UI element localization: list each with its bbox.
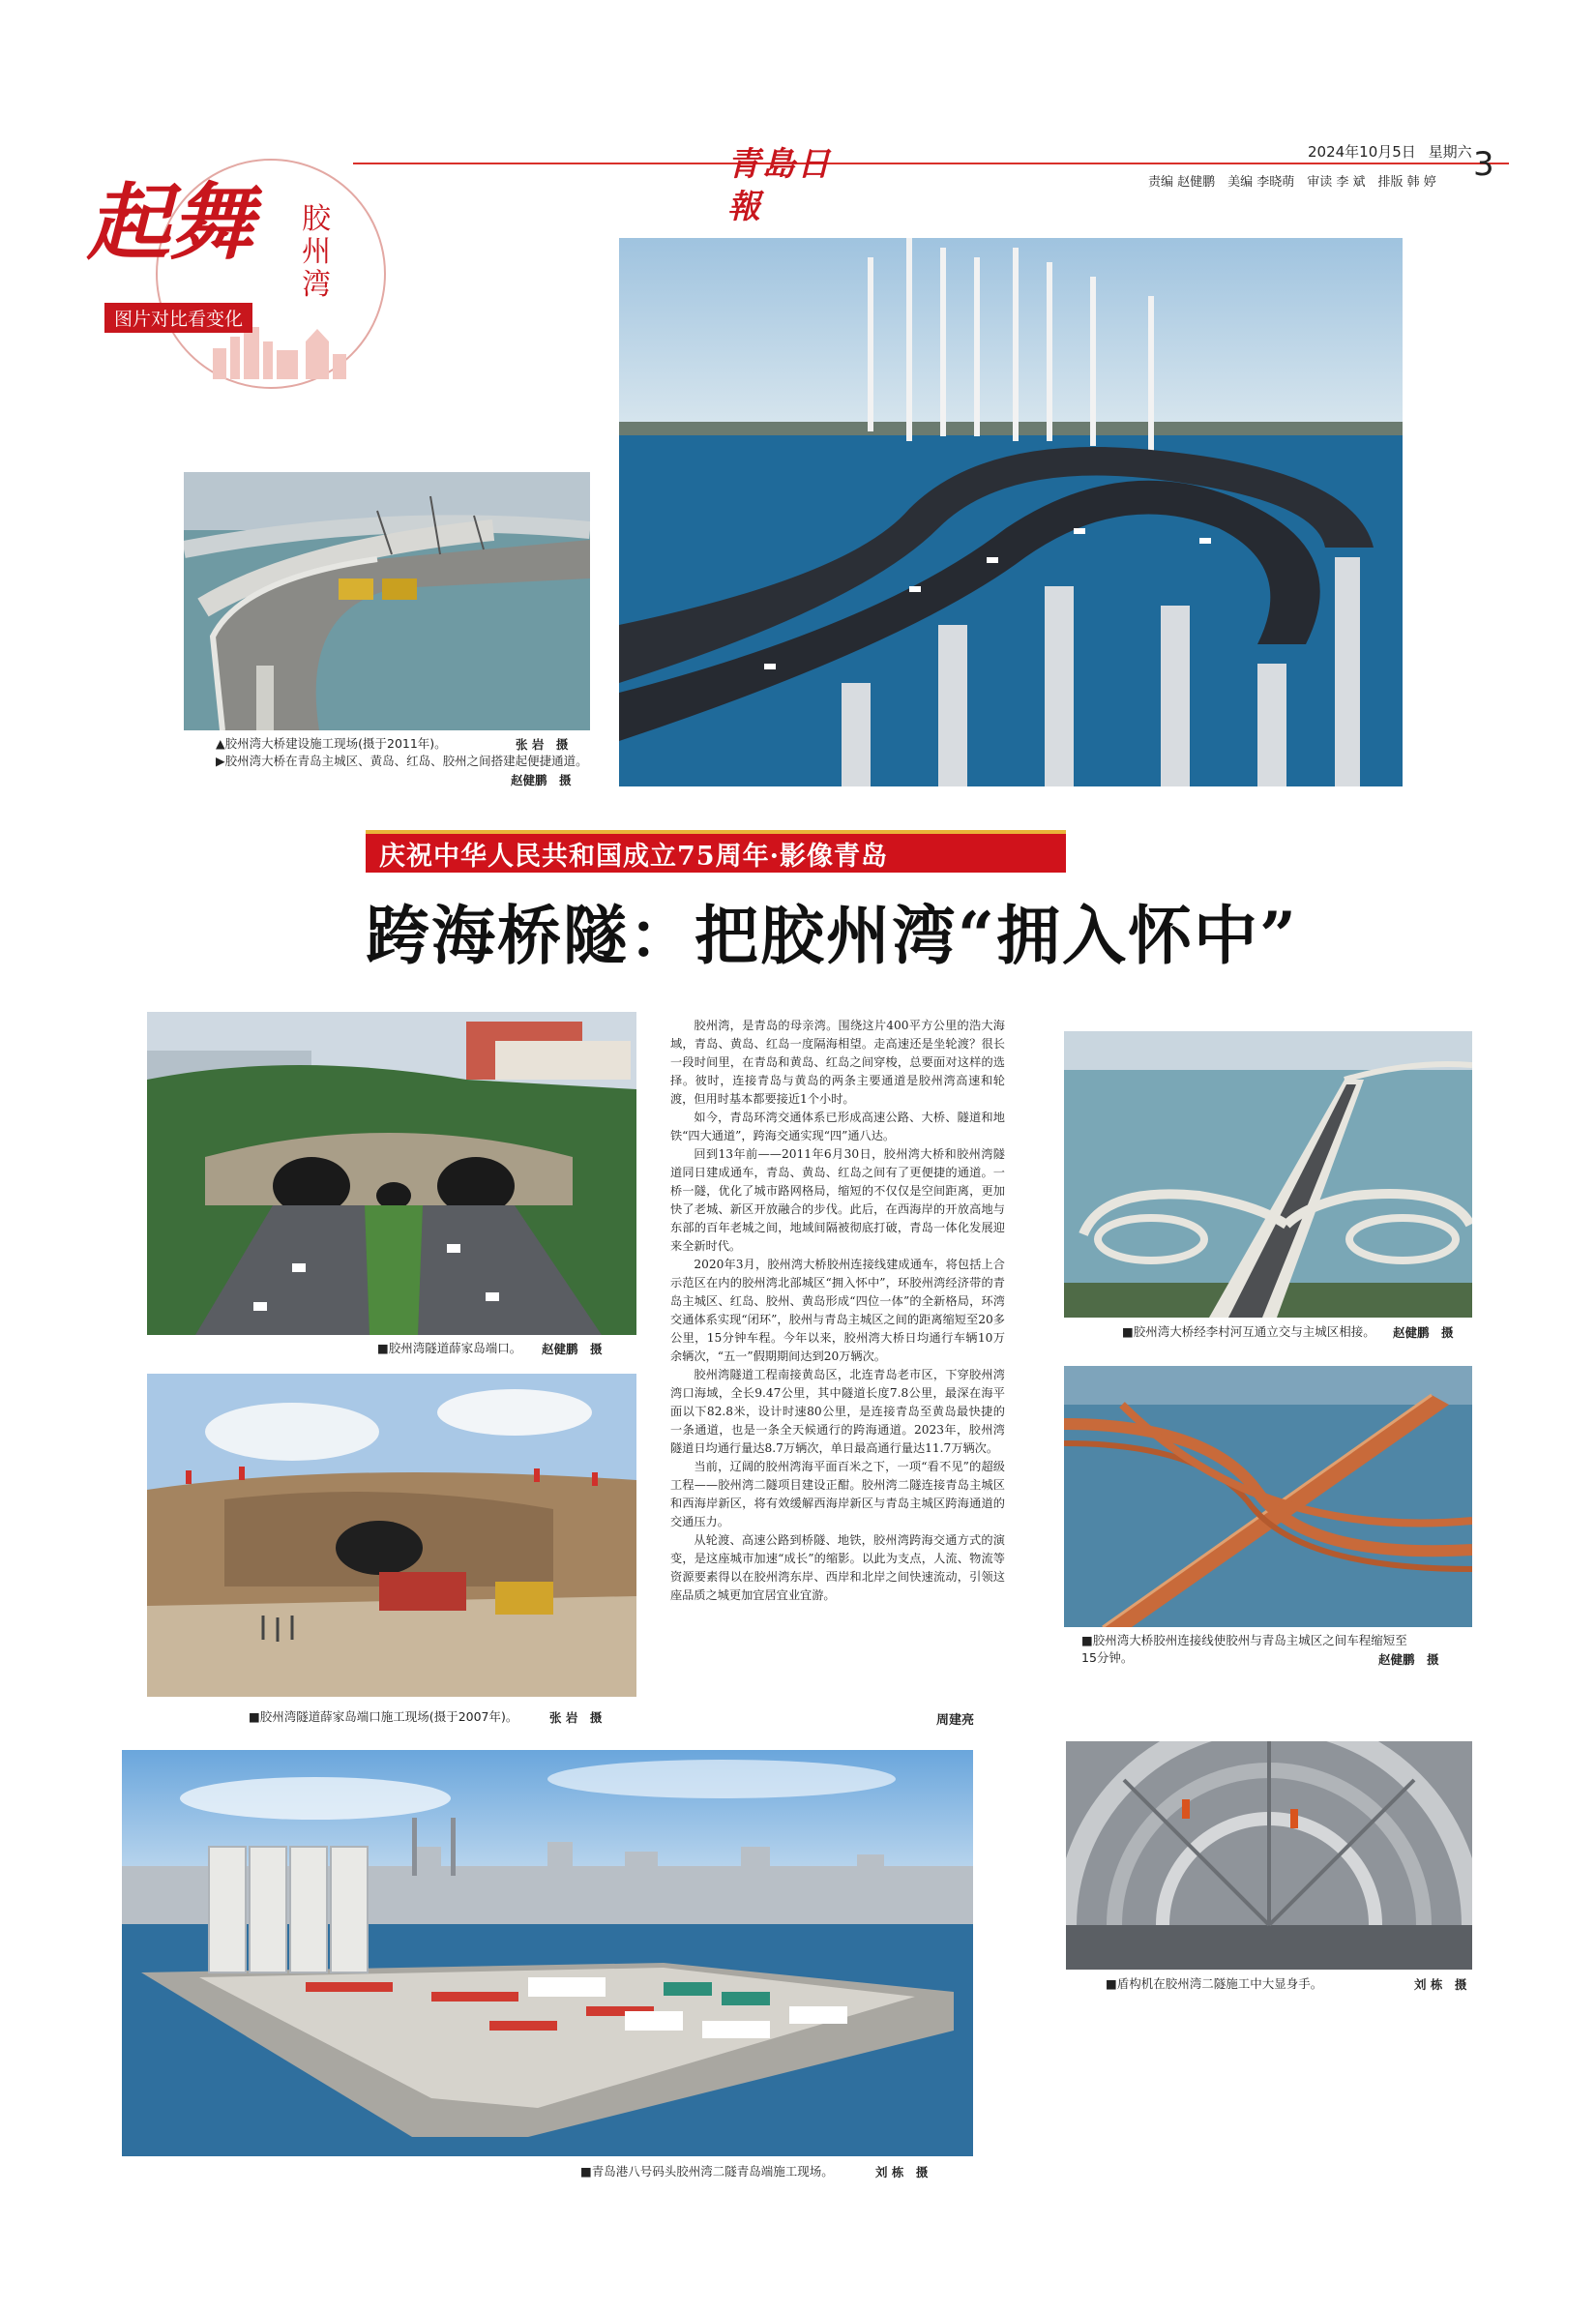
credit-shield-machine: 刘 栋 摄 <box>1414 1977 1467 1992</box>
article-paragraph: 2020年3月，胶州湾大桥胶州连接线建成通车，将包括上合示范区在内的胶州湾北部城区“拥入怀中”，环胶州湾经济带的青岛主城区、红岛、胶州、黄岛形成“四位一体”的全新格局，环湾交通体系实现“闭环”，胶州与青岛主城区之间的距离缩短至20多公里，15分钟车程。今年以来，胶州湾大桥日均通行车辆10万余辆次，“五一”假期期间达到20万辆次。 <box>670 1258 1005 1363</box>
article-paragraph: 如今，青岛环湾交通体系已形成高速公路、大桥、隧道和地铁“四大通道”，跨海交通实现“四”通八达。 <box>670 1111 1005 1142</box>
main-headline: 跨海桥隧：把胶州湾“拥入怀中” <box>366 898 1298 973</box>
article-paragraph: 当前，辽阔的胶州湾海平面百米之下，一项“看不见”的超级工程——胶州湾二隧项目建设正酣。胶州湾二隧连接青岛主城区和西海岸新区，将有效缓解西海岸新区与青岛主城区跨海通道的交通压力。 <box>670 1460 1005 1528</box>
date: 2024年10月5日 <box>1308 143 1416 161</box>
anniversary-banner <box>366 830 1066 873</box>
issue-date <box>1308 141 1472 162</box>
photo-bridge-aerial <box>619 238 1403 786</box>
credit-tunnel-construction: 张 岩 摄 <box>549 1710 603 1725</box>
credit-tunnel-portal: 赵健鹏 摄 <box>542 1342 603 1356</box>
article-paragraph: 胶州湾，是青岛的母亲湾。围绕这片400平方公里的浩大海域，青岛、黄岛、红岛一度隔海相望。走高速还是坐轮渡？很长一段时间里，在青岛和黄岛、红岛之间穿梭，总要面对这样的选择。彼时，连接青岛与黄岛的两条主要通道是胶州湾高速和轮渡，但用时基本都要接近1个小时。 <box>670 1019 1005 1106</box>
photo-port-construction <box>122 1750 973 2156</box>
banner-text: 庆祝中华人民共和国成立75周年·影像青岛 <box>379 842 888 872</box>
photo-bridge-construction <box>184 472 590 730</box>
credit-interchange: 赵健鹏 摄 <box>1393 1325 1454 1340</box>
caption-interchange: ■胶州湾大桥经李村河互通立交与主城区相接。 <box>1122 1324 1375 1339</box>
caption-connector-1: ■胶州湾大桥胶州连接线使胶州与青岛主城区之间车程缩短至 <box>1081 1633 1407 1647</box>
article-body <box>670 1017 1005 1605</box>
article-byline: 周建亮 <box>936 1713 975 1728</box>
article-paragraph: 从轮渡、高速公路到桥隧、地铁，胶州湾跨海交通方式的演变，是这座城市加速“成长”的缩影。以此为支点，人流、物流等资源要素得以在胶州湾东岸、西岸和北岸之间快速流动，引领这座品质之城更加宜居宜业宜游。 <box>670 1533 1005 1602</box>
caption-bridge-construction-1: ▲胶州湾大桥建设施工现场(摄于2011年)。 <box>216 736 447 751</box>
credit-port-construction: 刘 栋 摄 <box>875 2165 929 2180</box>
credit-connector: 赵健鹏 摄 <box>1378 1652 1439 1667</box>
photo-tunnel-portal <box>147 1012 636 1335</box>
section-title-side: 胶州湾 <box>302 202 331 302</box>
photo-tunnel-construction <box>147 1374 636 1697</box>
section-title-big: 起舞 <box>87 174 253 272</box>
staff-credits: 责编 赵健鹏 美编 李晓萌 审读 李 斌 排版 韩 婷 <box>1148 175 1436 190</box>
photo-interchange <box>1064 1031 1472 1318</box>
credit-bridge-construction-1: 张 岩 摄 <box>516 737 569 752</box>
caption-bridge-aerial: ▶胶州湾大桥在青岛主城区、黄岛、红岛、胶州之间搭建起便捷通道。 <box>216 754 588 768</box>
caption-connector-2: 15分钟。 <box>1081 1650 1134 1665</box>
section-tag: 图片对比看变化 <box>104 303 252 333</box>
caption-tunnel-portal: ■胶州湾隧道薛家岛端口。 <box>377 1341 522 1355</box>
article-paragraph: 回到13年前——2011年6月30日，胶州湾大桥和胶州湾隧道同日建成通车，青岛、黄岛、红岛之间有了更便捷的通道。一桥一隧，优化了城市路网格局，缩短的不仅仅是空间距离，更加快了老城、新区开放融合的步伐。此后，在西海岸的开放高地与东部的百年老城之间，地域间隔被彻底打破，青岛一体化发展迎来全新时代。 <box>670 1147 1005 1253</box>
header-rule <box>353 163 1509 164</box>
caption-port-construction: ■青岛港八号码头胶州湾二隧青岛端施工现场。 <box>580 2164 834 2179</box>
photo-connector <box>1064 1366 1472 1627</box>
article-paragraph: 胶州湾隧道工程南接黄岛区，北连青岛老市区，下穿胶州湾湾口海域，全长9.47公里，其中隧道长度7.8公里，最深在海平面以下82.8米，设计时速80公里，是连接青岛至黄岛最快捷的一条通道，也是一条全天候通行的跨海通道。2023年，胶州湾隧道日均通行量达8.7万辆次，单日最高通行量达11.7万辆次。 <box>670 1368 1005 1455</box>
banner-accent <box>366 830 1066 834</box>
page-number: 3 <box>1473 145 1494 184</box>
caption-tunnel-construction: ■胶州湾隧道薛家岛端口施工现场(摄于2007年)。 <box>249 1709 518 1724</box>
masthead-logo: 青島日報 <box>727 145 832 226</box>
photo-shield-machine <box>1066 1741 1472 1970</box>
weekday: 星期六 <box>1428 143 1472 161</box>
credit-bridge-aerial: 赵健鹏 摄 <box>511 773 572 787</box>
caption-shield-machine: ■盾构机在胶州湾二隧施工中大显身手。 <box>1106 1976 1323 1991</box>
